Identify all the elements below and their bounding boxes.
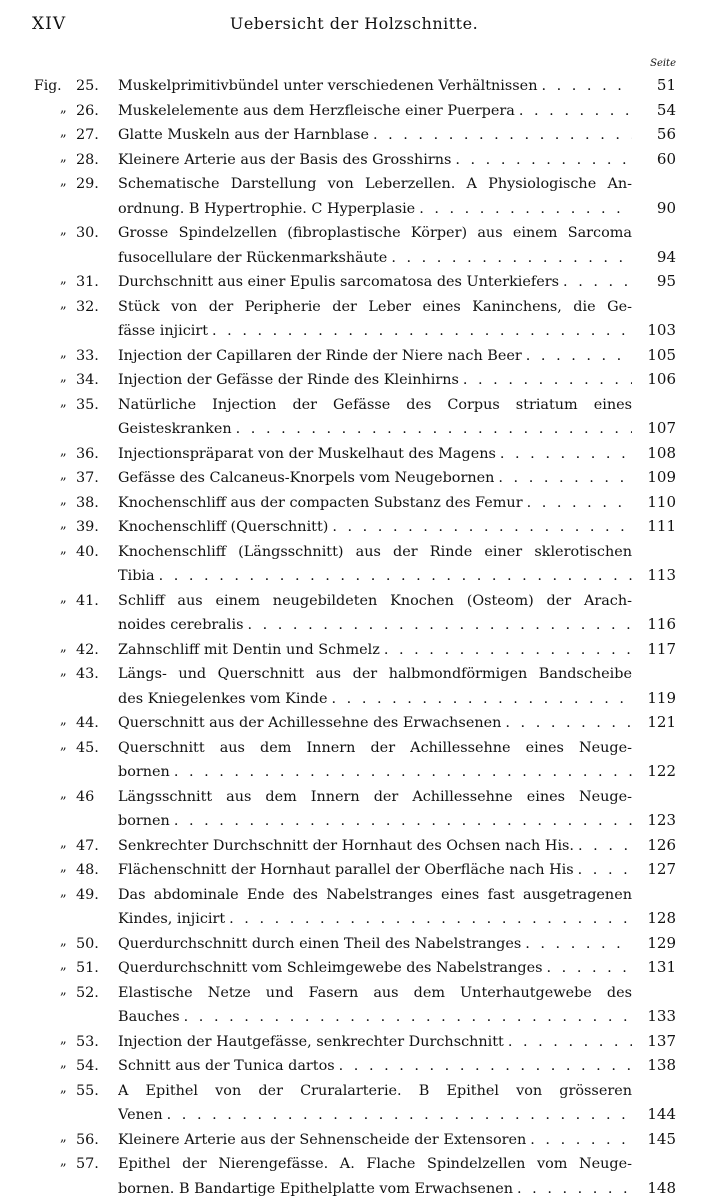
entry-text: Grosse Spindelzellen (fibroplastische Körper) aus einem Sarcoma [118, 225, 632, 241]
page-reference: 148 [647, 1178, 676, 1197]
figure-entry [0, 538, 708, 587]
page-reference: 95 [656, 272, 676, 290]
dot-leader [455, 152, 632, 168]
figure-number: 46 [76, 788, 95, 805]
entry-line [118, 691, 632, 707]
entry-line [118, 911, 632, 927]
figure-number: 36. [76, 445, 99, 462]
entry-text: Epithel der Nierengefässe. A. Flache Spindelzellen vom Neuge- [118, 1156, 632, 1172]
figure-entry [0, 734, 708, 783]
entry-text: Injection der Hautgefässe, senkrechter Durchschnitt [118, 1033, 504, 1050]
entry-text: Knochenschliff (Querschnitt) [118, 519, 329, 535]
dot-leader [563, 274, 632, 290]
page-reference: 105 [647, 345, 676, 364]
figure-number: 28. [76, 151, 99, 168]
page-reference: 131 [647, 958, 676, 976]
dot-leader [229, 911, 632, 927]
page-reference: 90 [656, 198, 676, 217]
ditto-mark: „ [60, 492, 67, 508]
figure-number: 31. [76, 274, 99, 290]
fig-label: Fig. [34, 78, 62, 94]
dot-leader [500, 446, 632, 462]
page-column-label: Seite [650, 58, 676, 69]
figure-entry [0, 391, 708, 440]
entry-text: bornen. B Bandartige Epithelplatte vom Erwachsenen [118, 1180, 514, 1197]
ditto-mark: „ [60, 541, 67, 557]
figure-entry [0, 660, 708, 709]
ditto-mark: „ [60, 468, 67, 483]
dot-leader [505, 715, 632, 731]
entry-line [118, 274, 632, 290]
figure-number: 57. [76, 1156, 99, 1172]
entry-line [118, 544, 632, 560]
entry-text: Schliff aus einem neugebildeten Knochen (Osteom) der Arach- [118, 592, 632, 609]
ditto-mark: „ [60, 664, 67, 679]
entry-text: Elastische Netze und Fasern aus dem Unterhautgewebe des [118, 984, 632, 1001]
entry-text: Querschnitt aus dem Innern der Achillessehne eines Neuge- [118, 739, 632, 756]
figure-entry [0, 954, 708, 979]
dot-leader [530, 1132, 632, 1148]
dot-leader [339, 1058, 632, 1074]
dot-leader [547, 960, 632, 976]
ditto-mark: „ [60, 958, 67, 973]
figure-number: 30. [76, 225, 99, 241]
entry-text: Längsschnitt aus dem Innern der Achillessehne eines Neuge- [118, 788, 632, 805]
figure-entry [0, 881, 708, 930]
dot-leader [212, 323, 632, 339]
page-reference: 51 [656, 76, 676, 94]
entry-line [118, 250, 632, 266]
ditto-mark: „ [60, 835, 67, 851]
entry-text: Natürliche Injection der Gefässe des Corpus striatum eines [118, 396, 632, 413]
entry-line [118, 666, 632, 682]
figure-entry [0, 783, 708, 832]
ditto-mark: „ [60, 345, 67, 361]
figure-entry [0, 587, 708, 636]
dot-leader [384, 642, 632, 658]
figure-entry [0, 709, 708, 734]
entry-text: Schnitt aus der Tunica dartos [118, 1058, 335, 1074]
ditto-mark: „ [60, 860, 67, 875]
entry-text: Knochenschliff aus der compacten Substanz des Femur [118, 494, 523, 511]
page-reference: 94 [656, 247, 676, 266]
entry-text: Injectionspräparat von der Muskelhaut des Magens [118, 445, 496, 462]
entry-line [118, 936, 632, 952]
page-reference: 110 [647, 492, 676, 511]
figure-number: 29. [76, 176, 99, 192]
entry-text: Geisteskranken [118, 421, 232, 437]
figure-entry [0, 170, 708, 219]
figure-number: 37. [76, 470, 99, 486]
entry-line [118, 176, 632, 192]
figure-number: 38. [76, 494, 99, 511]
entry-line [118, 323, 632, 339]
page-reference: 108 [647, 443, 676, 462]
figure-number: 49. [76, 886, 99, 903]
entry-line [118, 1156, 632, 1172]
page-reference: 137 [647, 1031, 676, 1050]
page-reference: 109 [647, 468, 676, 486]
page-reference: 60 [656, 149, 676, 168]
entry-text: Kleinere Arterie aus der Basis des Grosshirns [118, 151, 452, 168]
entry-line [118, 862, 632, 878]
ditto-mark: „ [60, 737, 67, 753]
figure-number: 39. [76, 519, 99, 535]
dot-leader [508, 1034, 632, 1050]
figure-entry [0, 979, 708, 1028]
entry-text: Muskelelemente aus dem Herzfleische einer Puerpera [118, 102, 515, 119]
dot-leader [463, 372, 632, 388]
entry-text: bornen [118, 764, 170, 780]
entry-text: Das abdominale Ende des Nabelstranges eines fast ausgetragenen [118, 886, 632, 903]
figure-entry [0, 121, 708, 146]
page-reference: 121 [647, 713, 676, 731]
entry-line [118, 348, 632, 364]
entry-text: Glatte Muskeln aus der Harnblase [118, 127, 369, 143]
entry-line [118, 225, 632, 241]
figure-number: 56. [76, 1131, 99, 1148]
entry-line [118, 103, 632, 119]
dot-leader [332, 519, 632, 535]
entry-line [118, 740, 632, 756]
figure-entry [0, 1052, 708, 1077]
figure-entry [0, 930, 708, 955]
figure-entry [0, 1150, 708, 1199]
running-title: Uebersicht der Holzschnitte. [229, 14, 479, 33]
dot-leader [519, 103, 632, 119]
page-reference: 129 [647, 933, 676, 952]
ditto-mark: „ [60, 443, 67, 459]
page-reference: 145 [647, 1129, 676, 1148]
page-reference: 56 [656, 125, 676, 143]
figure-index-list [0, 72, 708, 1199]
figure-entry [0, 636, 708, 661]
dot-leader [332, 691, 632, 707]
entry-line [118, 887, 632, 903]
page-reference: 128 [647, 909, 676, 927]
ditto-mark: „ [60, 1031, 67, 1047]
ditto-mark: „ [60, 394, 67, 410]
figure-number: 41. [76, 592, 99, 609]
entry-text: Flächenschnitt der Hornhaut parallel der Oberfläche nach His [118, 862, 574, 878]
entry-line [118, 568, 632, 584]
entry-text: Senkrechter Durchschnitt der Hornhaut des Ochsen nach His. [118, 837, 575, 854]
entry-line [118, 78, 632, 94]
dot-leader [236, 421, 632, 437]
entry-line [118, 715, 632, 731]
figure-number: 44. [76, 715, 99, 731]
ditto-mark: „ [60, 933, 67, 949]
ditto-mark: „ [60, 370, 67, 385]
ditto-mark: „ [60, 174, 67, 189]
figure-number: 25. [76, 78, 99, 94]
figure-entry [0, 72, 708, 97]
dot-leader [391, 250, 632, 266]
page-reference: 54 [656, 100, 676, 119]
entry-line [118, 838, 632, 854]
figure-number: 27. [76, 127, 99, 143]
figure-number: 50. [76, 935, 99, 952]
entry-text: Schematische Darstellung von Leberzellen. A Physiologische An- [118, 176, 632, 192]
page-reference: 123 [647, 811, 676, 829]
dot-leader [184, 1009, 632, 1025]
figure-entry [0, 489, 708, 514]
ditto-mark: „ [60, 517, 67, 532]
entry-text: des Kniegelenkes vom Kinde [118, 690, 328, 707]
entry-line [118, 1132, 632, 1148]
entry-text: Stück von der Peripherie der Leber eines Kaninchens, die Ge- [118, 298, 632, 315]
entry-line [118, 495, 632, 511]
figure-number: 26. [76, 102, 99, 119]
ditto-mark: „ [60, 100, 67, 116]
entry-text: Tibia [118, 568, 155, 584]
entry-line [118, 642, 632, 658]
figure-number: 32. [76, 298, 99, 315]
figure-entry [0, 440, 708, 465]
figure-number: 35. [76, 396, 99, 413]
page-reference: 133 [647, 1007, 676, 1025]
figure-entry [0, 856, 708, 881]
entry-line [118, 617, 632, 633]
page-number: XIV [32, 14, 67, 34]
page-reference: 103 [647, 321, 676, 339]
entry-line [118, 1009, 632, 1025]
dot-leader [167, 1107, 632, 1123]
entry-line [118, 446, 632, 462]
dot-leader [578, 862, 632, 878]
entry-text: Querschnitt aus der Achillessehne des Erwachsenen [118, 715, 502, 731]
dot-leader [373, 127, 632, 143]
figure-entry [0, 366, 708, 391]
entry-line [118, 1034, 632, 1050]
dot-leader [525, 936, 632, 952]
figure-number: 52. [76, 984, 99, 1001]
ditto-mark: „ [60, 982, 67, 998]
dot-leader [174, 813, 632, 829]
figure-number: 53. [76, 1033, 99, 1050]
dot-leader [526, 348, 632, 364]
ditto-mark: „ [60, 296, 67, 312]
entry-text: Injection der Capillaren der Rinde der Niere nach Beer [118, 347, 522, 364]
entry-text: Kindes, injicirt [118, 911, 226, 927]
figure-entry [0, 219, 708, 268]
ditto-mark: „ [60, 1080, 67, 1096]
entry-line [118, 789, 632, 805]
page-reference: 144 [647, 1105, 676, 1123]
dot-leader [419, 201, 632, 217]
figure-number: 51. [76, 960, 99, 976]
entry-text: fusocellulare der Rückenmarkshäute [118, 249, 388, 266]
ditto-mark: „ [60, 884, 67, 900]
figure-entry [0, 832, 708, 857]
entry-text: Längs- und Querschnitt aus der halbmondförmigen Bandscheibe [118, 666, 632, 682]
ditto-mark: „ [60, 1056, 67, 1071]
figure-entry [0, 342, 708, 367]
page-reference: 113 [647, 566, 676, 584]
entry-text: A Epithel von der Cruralarterie. B Epithel von grösseren [118, 1082, 632, 1099]
page-reference: 107 [647, 419, 676, 437]
page-reference: 119 [647, 688, 676, 707]
running-header [22, 14, 686, 38]
entry-line [118, 985, 632, 1001]
entry-text: ordnung. B Hypertrophie. C Hyperplasie [118, 200, 416, 217]
figure-number: 47. [76, 837, 99, 854]
ditto-mark: „ [60, 786, 67, 802]
entry-text: Injection der Gefässe der Rinde des Kleinhirns [118, 372, 459, 388]
dot-leader [247, 617, 632, 633]
figure-number: 48. [76, 862, 99, 878]
page-reference: 111 [647, 517, 676, 535]
entry-line [118, 201, 632, 217]
entry-line [118, 593, 632, 609]
figure-entry [0, 268, 708, 293]
entry-text: Querdurchschnitt durch einen Theil des Nabelstranges [118, 935, 522, 952]
ditto-mark: „ [60, 272, 67, 287]
figure-entry [0, 293, 708, 342]
entry-line [118, 421, 632, 437]
figure-entry [0, 464, 708, 489]
entry-text: Bauches [118, 1009, 180, 1025]
ditto-mark: „ [60, 1154, 67, 1169]
entry-text: Querdurchschnitt vom Schleimgewebe des Nabelstranges [118, 960, 543, 976]
entry-line [118, 1083, 632, 1099]
figure-number: 45. [76, 739, 99, 756]
ditto-mark: „ [60, 223, 67, 238]
page-reference: 117 [647, 639, 676, 658]
entry-line [118, 519, 632, 535]
page-reference: 126 [647, 835, 676, 854]
ditto-mark: „ [60, 149, 67, 165]
figure-entry [0, 1126, 708, 1151]
page-reference: 116 [647, 615, 676, 633]
figure-number: 42. [76, 641, 99, 658]
entry-text: noides cerebralis [118, 617, 244, 633]
figure-number: 54. [76, 1058, 99, 1074]
entry-line [118, 152, 632, 168]
dot-leader [159, 568, 632, 584]
entry-text: Muskelprimitivbündel unter verschiedenen Verhältnissen [118, 78, 538, 94]
dot-leader [541, 78, 632, 94]
entry-text: bornen [118, 813, 170, 829]
page-reference: 127 [647, 860, 676, 878]
figure-entry [0, 513, 708, 538]
figure-number: 43. [76, 666, 99, 682]
entry-line [118, 1107, 632, 1123]
ditto-mark: „ [60, 125, 67, 140]
entry-text: Durchschnitt aus einer Epulis sarcomatosa des Unterkiefers [118, 274, 560, 290]
entry-line [118, 813, 632, 829]
dot-leader [517, 1181, 632, 1197]
ditto-mark: „ [60, 713, 67, 728]
figure-number: 34. [76, 372, 99, 388]
entry-text: fässe injicirt [118, 323, 209, 339]
page-reference: 106 [647, 370, 676, 388]
figure-entry [0, 1028, 708, 1053]
entry-line [118, 1058, 632, 1074]
figure-number: 33. [76, 347, 99, 364]
dot-leader [527, 495, 632, 511]
entry-line [118, 397, 632, 413]
page-reference: 122 [647, 762, 676, 780]
dot-leader [498, 470, 632, 486]
entry-line [118, 372, 632, 388]
entry-line [118, 764, 632, 780]
page-reference: 138 [647, 1056, 676, 1074]
figure-entry [0, 97, 708, 122]
ditto-mark: „ [60, 639, 67, 655]
figure-entry [0, 1077, 708, 1126]
entry-text: Knochenschliff (Längsschnitt) aus der Rinde einer sklerotischen [118, 543, 632, 560]
entry-line [118, 470, 632, 486]
entry-line [118, 1181, 632, 1197]
entry-text: Zahnschliff mit Dentin und Schmelz [118, 641, 380, 658]
figure-entry [0, 146, 708, 171]
figure-number: 55. [76, 1082, 99, 1099]
entry-line [118, 960, 632, 976]
ditto-mark: „ [60, 590, 67, 606]
entry-text: Kleinere Arterie aus der Sehnenscheide der Extensoren [118, 1131, 527, 1148]
entry-text: Venen [118, 1107, 163, 1123]
figure-number: 40. [76, 543, 99, 560]
dot-leader [578, 838, 632, 854]
entry-line [118, 127, 632, 143]
entry-line [118, 299, 632, 315]
entry-text: Gefässe des Calcaneus-Knorpels vom Neugebornen [118, 470, 495, 486]
dot-leader [174, 764, 632, 780]
ditto-mark: „ [60, 1129, 67, 1145]
